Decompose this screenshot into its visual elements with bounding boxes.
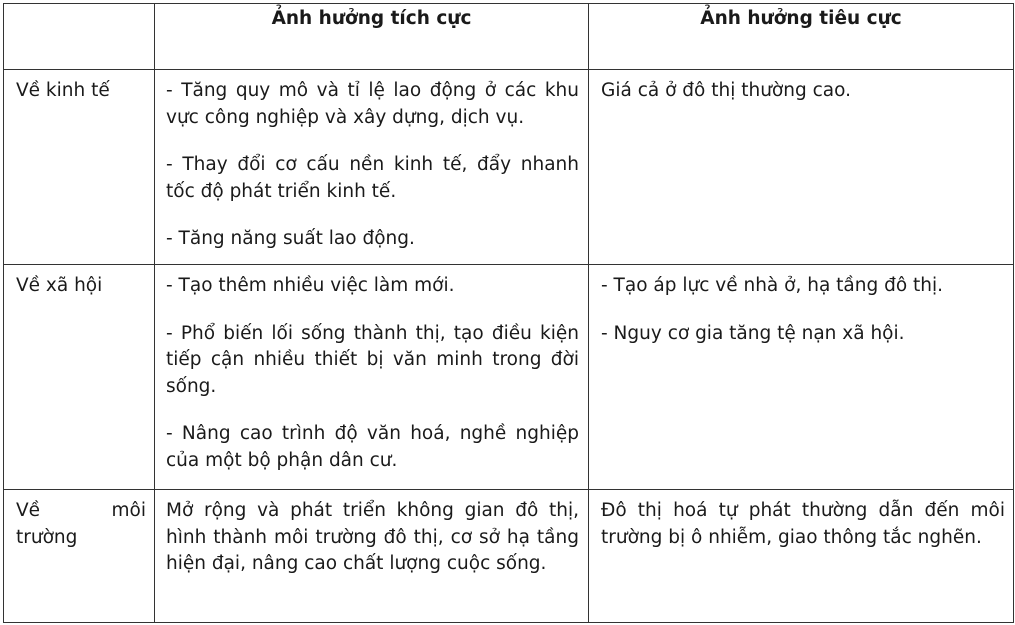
table-row [4, 70, 1014, 265]
header-negative: Ảnh hưởng tiêu cực [589, 4, 1014, 70]
row-category [4, 490, 155, 623]
negative-cell [589, 265, 1014, 490]
category-line: trường [16, 526, 78, 548]
list-item: - Tạo áp lực về nhà ở, hạ tầng đô thị. [601, 275, 944, 296]
table-row [4, 265, 1014, 490]
header-positive: Ảnh hưởng tích cực [155, 4, 589, 70]
list-item: Mở rộng và phát triển không gian đô thị, hình thành môi trường đô thị, cơ sở hạ tầng hiện đại, nâng cao chất lượng cuộc sống. [166, 500, 579, 574]
list-item: - Phổ biến lối sống thành thị, tạo điều kiện tiếp cận nhiều thiết bị văn minh trong đời sống. [166, 322, 579, 397]
list-item: Đô thị hoá tự phát thường dẫn đến môi trường bị ô nhiễm, giao thông tắc nghẽn. [601, 500, 1005, 548]
list-item: - Thay đổi cơ cấu nền kinh tế, đẩy nhanh tốc độ phát triển kinh tế. [166, 154, 579, 202]
negative-cell [589, 70, 1014, 265]
row-category: Về kinh tế [4, 70, 155, 265]
category-line [16, 498, 146, 525]
row-category: Về xã hội [4, 265, 155, 490]
category-word: môi [111, 500, 146, 521]
list-item: - Tăng năng suất lao động. [166, 228, 415, 249]
table-row [4, 490, 1014, 623]
positive-cell [155, 490, 589, 623]
list-item: - Nâng cao trình độ văn hoá, nghề nghiệp của một bộ phận dân cư. [166, 423, 579, 471]
list-item: Giá cả ở đô thị thường cao. [601, 80, 851, 101]
urbanization-impact-table [3, 3, 1014, 623]
header-empty-cell [4, 4, 155, 70]
list-item: - Nguy cơ gia tăng tệ nạn xã hội. [601, 322, 905, 344]
category-word: Về [16, 500, 41, 521]
list-item: - Tạo thêm nhiều việc làm mới. [166, 275, 455, 296]
header-row [4, 4, 1014, 70]
positive-cell [155, 265, 589, 490]
positive-cell [155, 70, 589, 265]
list-item: - Tăng quy mô và tỉ lệ lao động ở các khu vực công nghiệp và xây dựng, dịch vụ. [166, 80, 579, 128]
negative-cell [589, 490, 1014, 623]
